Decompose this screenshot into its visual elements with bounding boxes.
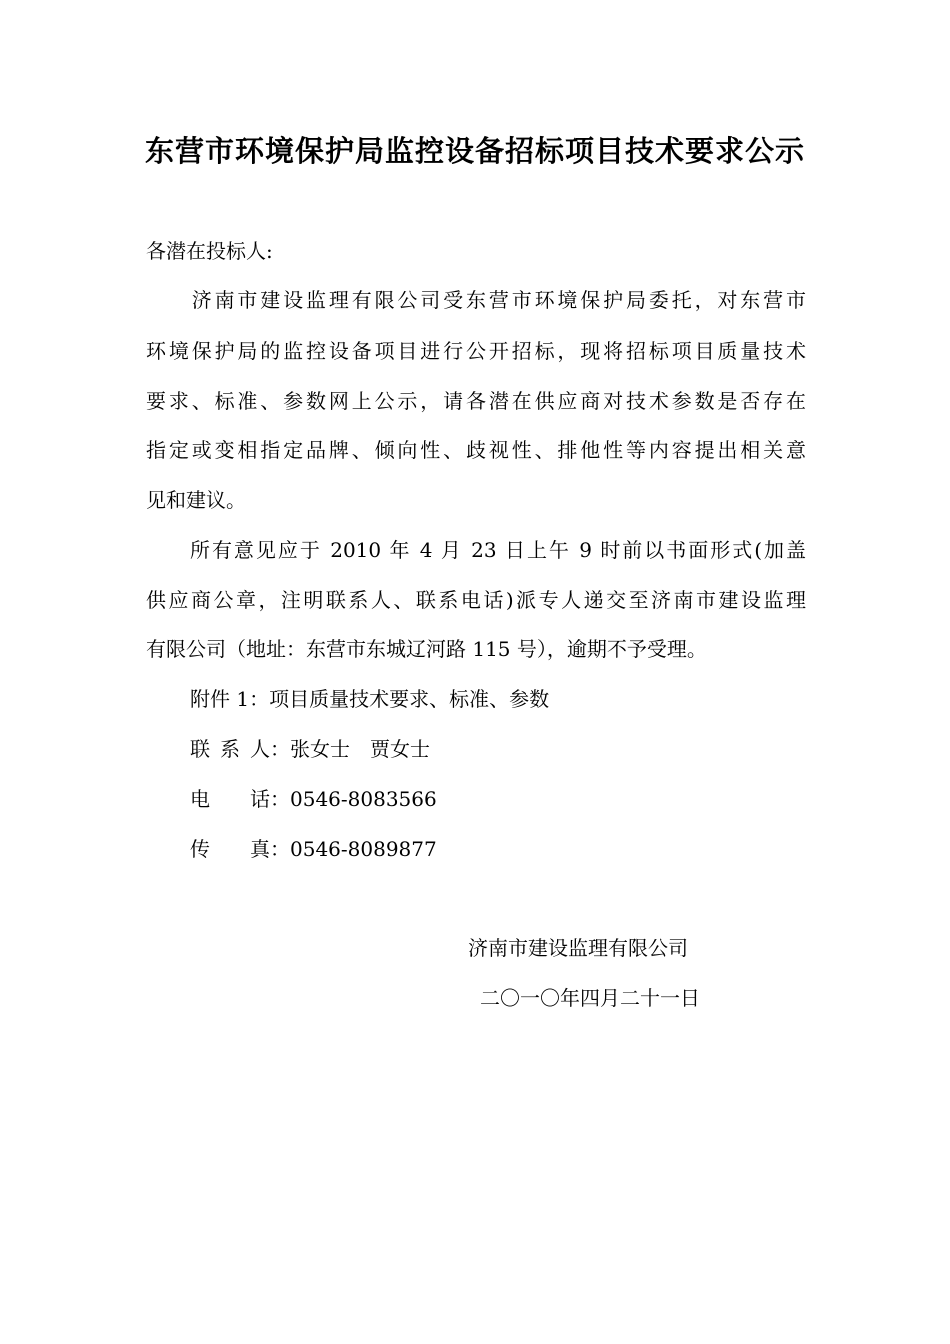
paragraph-line: 要求、标准、参数网上公示，请各潜在供应商对技术参数是否存在 [146,389,806,413]
contact-person-value: ：张女士 贾女士 [270,737,430,761]
attachment-note: 附件 1：项目质量技术要求、标准、参数 [190,687,550,711]
contact-phone-value: ：0546-8083566 [270,787,437,811]
signature-date: 二〇一〇年四月二十一日 [480,986,700,1010]
paragraph-line: 见和建议。 [146,488,246,512]
contact-fax [190,831,437,867]
salutation: 各潜在投标人: [146,239,273,263]
paragraph-line: 济南市建设监理有限公司受东营市环境保护局委托，对东营市 [146,288,806,312]
paragraph-line: 指定或变相指定品牌、倾向性、歧视性、排他性等内容提出相关意 [146,438,806,462]
contact-person-label: 联系人 [190,737,270,761]
paragraph-line: 所有意见应于 2010 年 4 月 23 日上午 9 时前以书面形式(加盖 [146,538,806,562]
paragraph-line: 有限公司（地址：东营市东城辽河路 115 号），逾期不予受理。 [146,637,707,661]
paragraph-line: 供应商公章，注明联系人、联系电话)派专人递交至济南市建设监理 [146,588,806,612]
contact-phone [190,781,437,817]
contact-fax-label: 传真 [190,837,270,861]
document-title: 东营市环境保护局监控设备招标项目技术要求公示 [144,134,805,168]
contact-fax-value: ：0546-8089877 [270,837,437,861]
paragraph-line: 环境保护局的监控设备项目进行公开招标，现将招标项目质量技术 [146,339,806,363]
signature-company: 济南市建设监理有限公司 [468,936,688,960]
contact-phone-label: 电话 [190,787,270,811]
contact-person [190,731,430,767]
